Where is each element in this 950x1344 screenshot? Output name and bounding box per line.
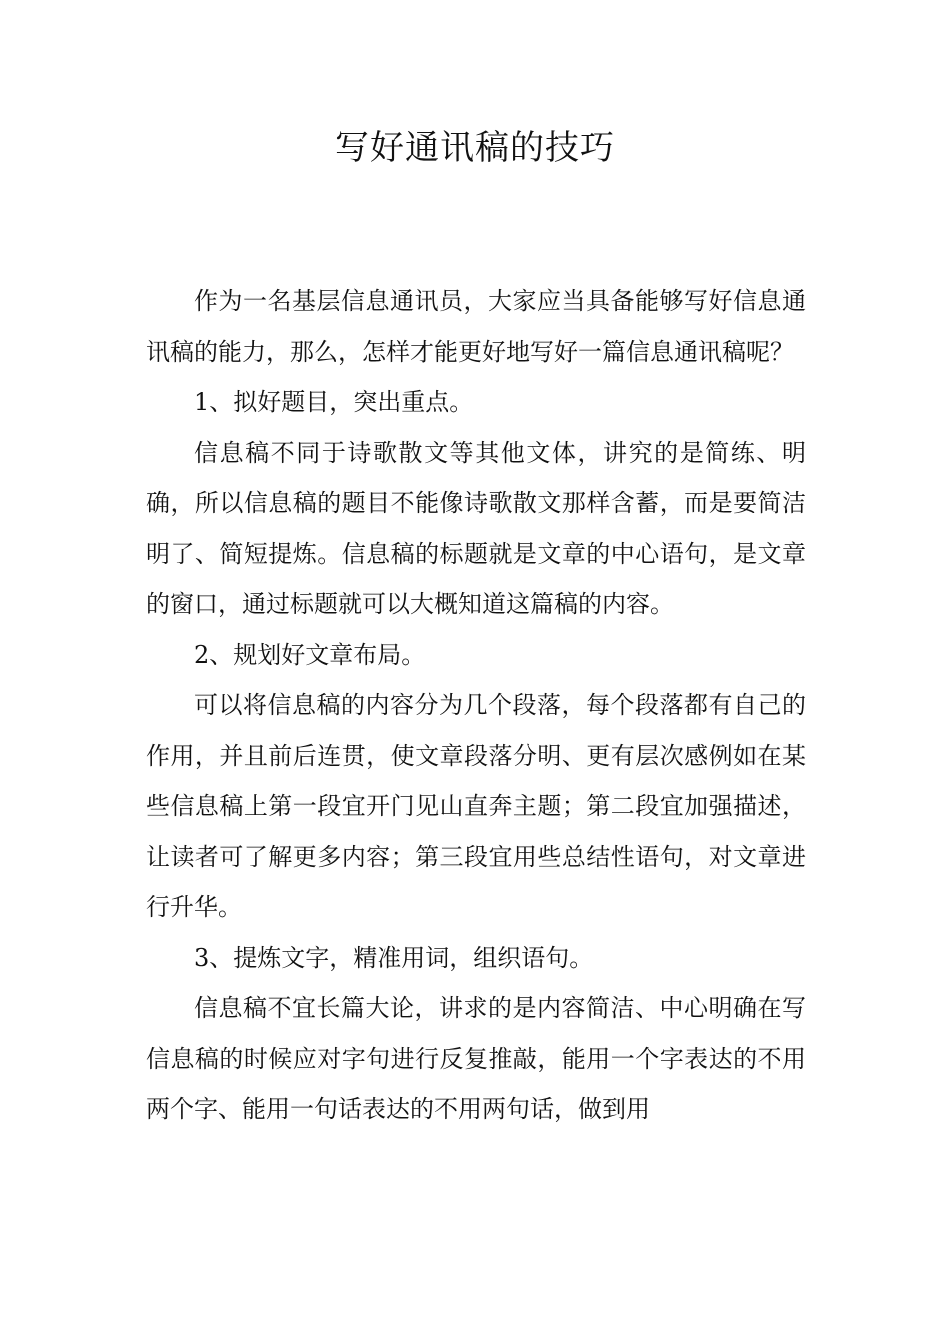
- paragraph-point-3: 信息稿不宜长篇大论，讲求的是内容简洁、中心明确在写信息稿的时候应对字句进行反复推敲，能用一个字表达的不用两个字、能用一句话表达的不用两句话，做到用: [146, 994, 806, 1123]
- paragraph-intro: 作为一名基层信息通讯员，大家应当具备能够写好信息通讯稿的能力，那么，怎样才能更好地写好一篇信息通讯稿呢？: [146, 287, 806, 366]
- heading-point-1: 1、拟好题目，突出重点。: [194, 388, 474, 416]
- heading-point-3: 3、提炼文字，精准用词，组织语句。: [194, 943, 594, 972]
- heading-point-2: 2、规划好文章布局。: [194, 640, 426, 669]
- paragraph-point-2: 可以将信息稿的内容分为几个段落，每个段落都有自己的作用，并且前后连贯，使文章段落分明、更有层次感例如在某些信息稿上第一段宜开门见山直奔主题；第二段宜加强描述，让读者可了解更多内容；第三段宜用些总结性语句，对文章进行升华。: [146, 691, 806, 921]
- paragraph-point-1: 信息稿不同于诗歌散文等其他文体，讲究的是简练、明确，所以信息稿的题目不能像诗歌散文那样含蓄，而是要简洁明了、简短提炼。信息稿的标题就是文章的中心语句，是文章的窗口，通过标题就可以大概知道这篇稿的内容。: [146, 438, 806, 618]
- document-title: 写好通讯稿的技巧: [335, 128, 615, 168]
- document-body: [146, 276, 806, 1135]
